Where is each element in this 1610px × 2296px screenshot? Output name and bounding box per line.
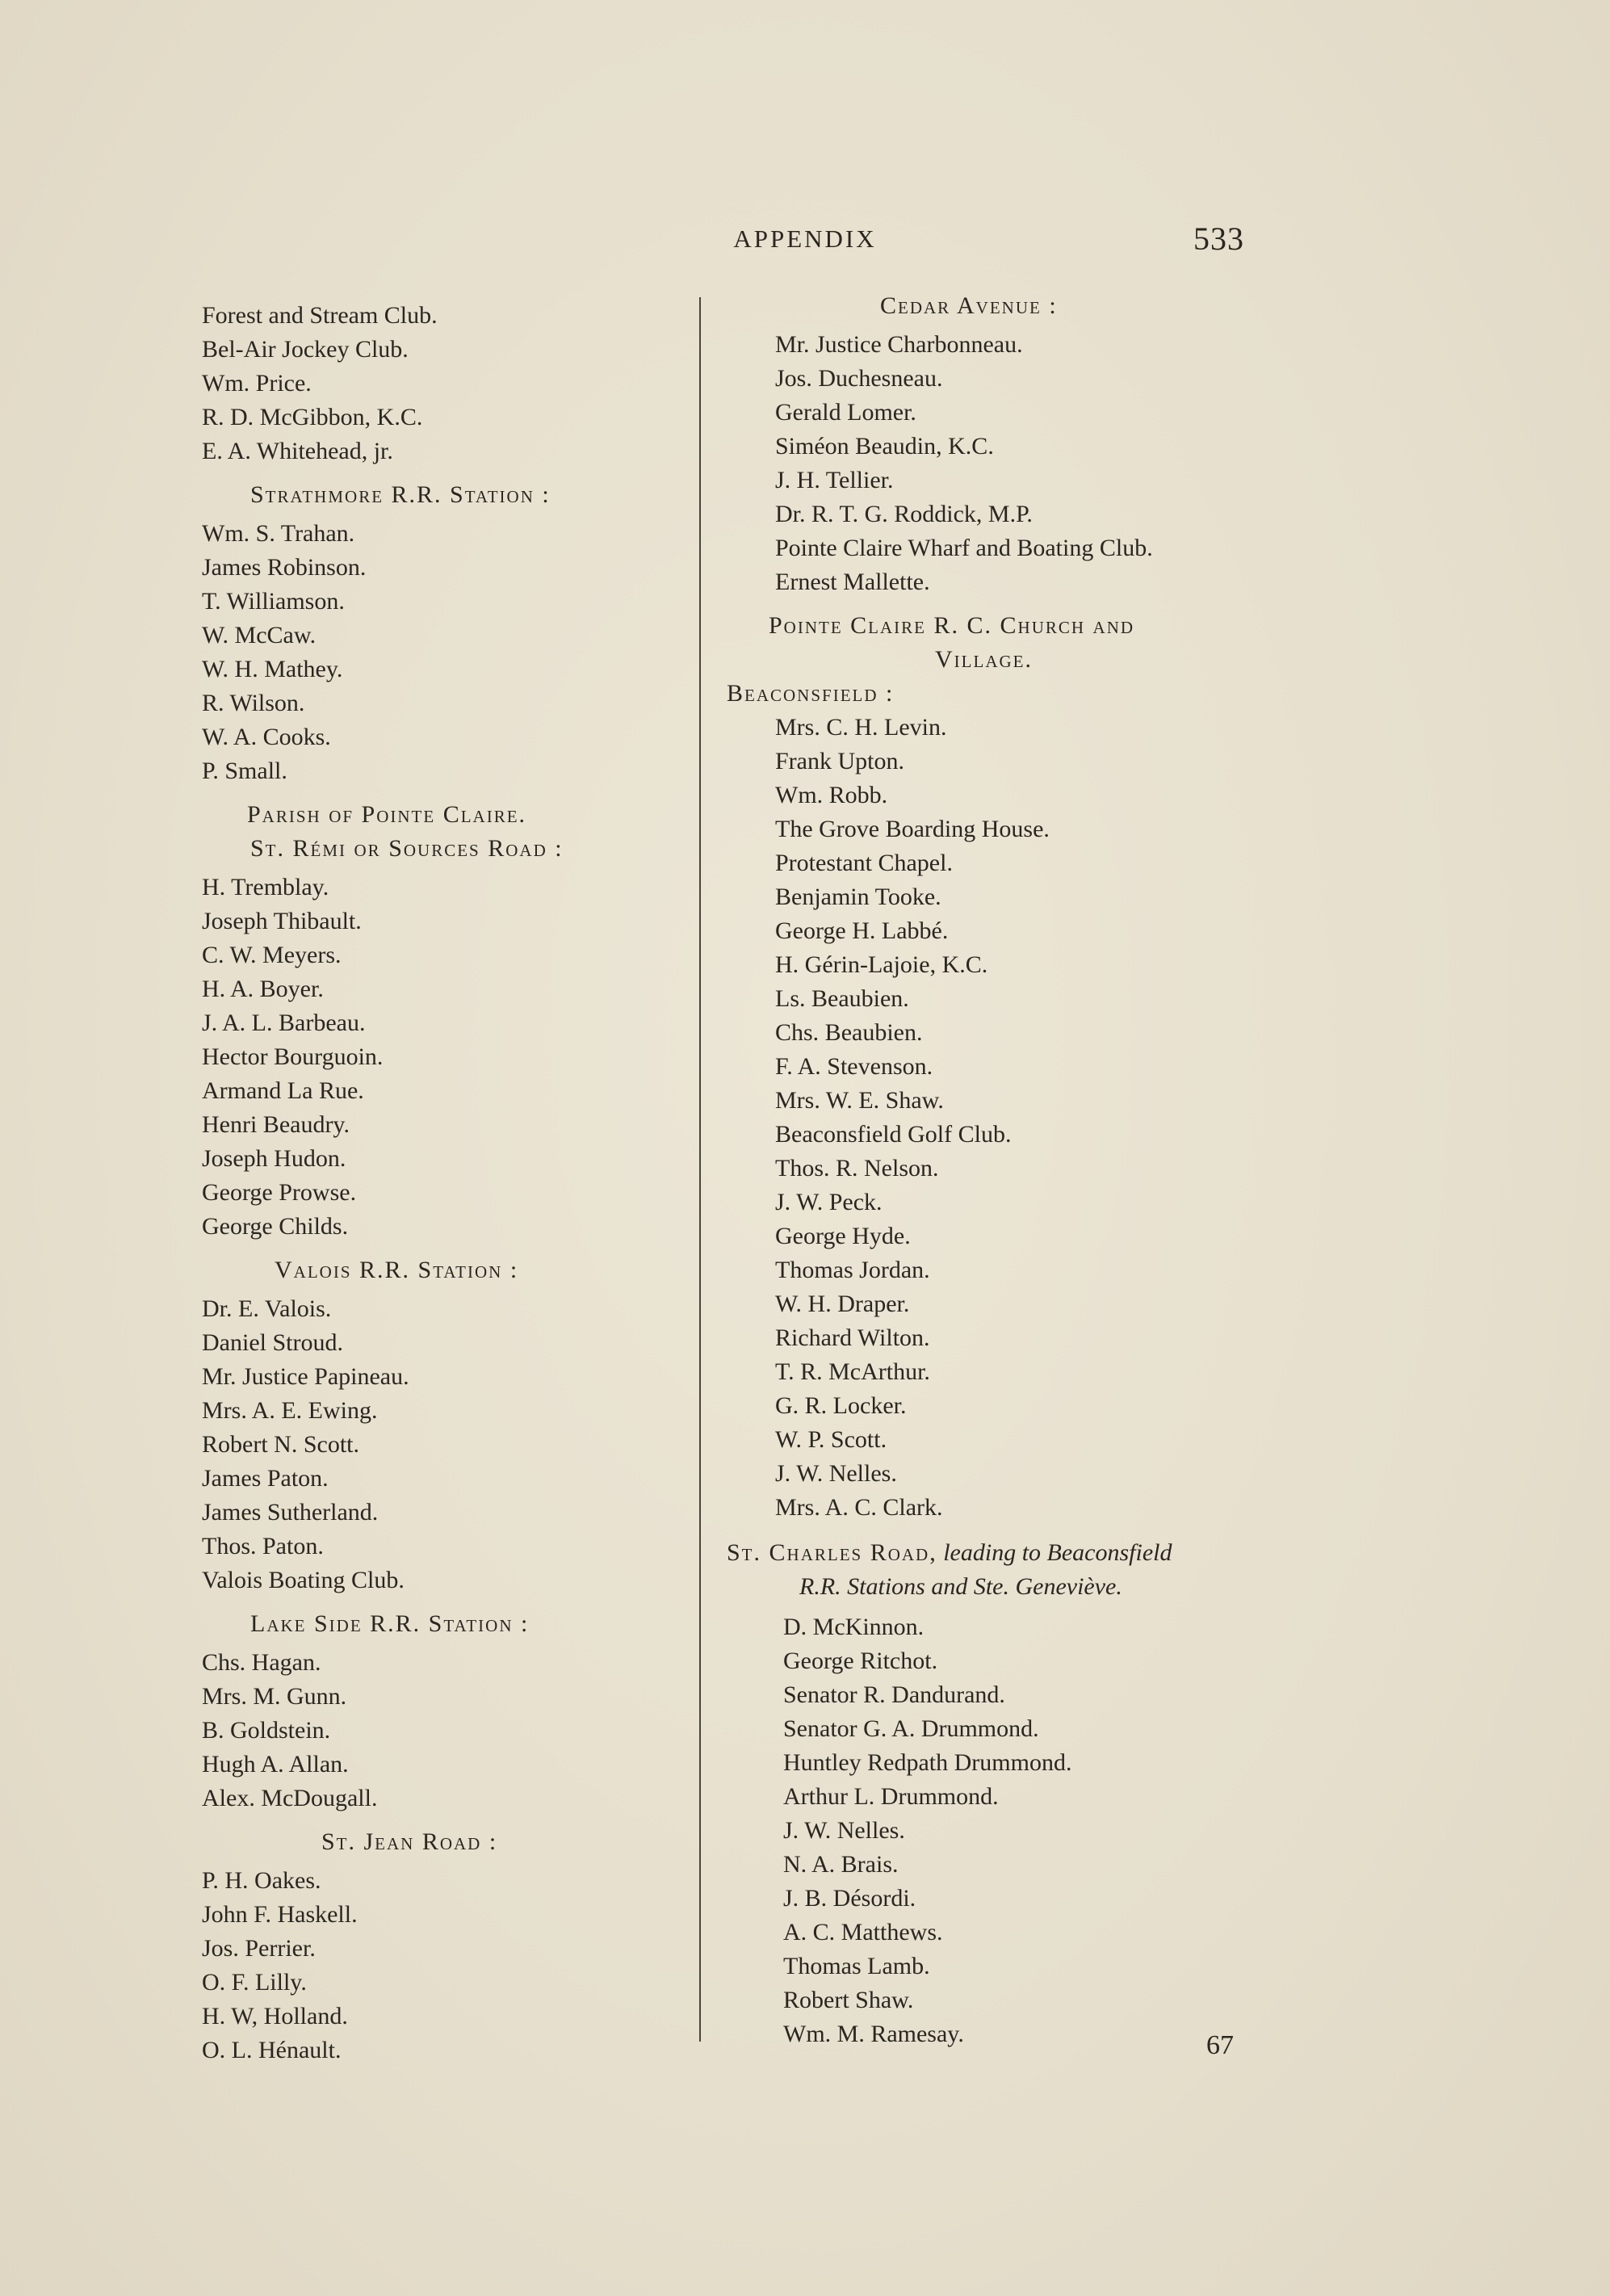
list-item: Henri Beaudry. xyxy=(202,1111,350,1138)
list-item: George Ritchot. xyxy=(783,1647,938,1674)
list-item: Thos. Paton. xyxy=(202,1533,324,1559)
right-column xyxy=(727,289,1292,2051)
list-item: James Robinson. xyxy=(202,554,367,581)
st-charles-italic-2: R.R. Stations and Ste. Geneviève. xyxy=(799,1573,1122,1600)
list-item: George Childs. xyxy=(202,1213,349,1240)
list-item: Huntley Redpath Drummond. xyxy=(783,1749,1072,1776)
section-heading-village: Village. xyxy=(935,646,1033,673)
section-heading-beaconsfield: Beaconsfield : xyxy=(727,680,895,707)
list-item: P. Small. xyxy=(202,758,287,784)
list-item: George Hyde. xyxy=(775,1223,911,1249)
list-item: T. R. McArthur. xyxy=(775,1358,930,1385)
list-item: Arthur L. Drummond. xyxy=(783,1783,999,1810)
list-item: Wm. M. Ramesay. xyxy=(783,2021,964,2047)
list-item: Protestant Chapel. xyxy=(775,850,953,876)
list-item: Mrs. A. E. Ewing. xyxy=(202,1397,378,1424)
page-number: 533 xyxy=(1193,220,1244,257)
list-item: J. H. Tellier. xyxy=(775,467,894,493)
list-item: J. W. Nelles. xyxy=(775,1460,897,1487)
section-heading-st-jean: St. Jean Road : xyxy=(321,1828,498,1855)
section-heading-strathmore: Strathmore R.R. Station : xyxy=(250,481,551,508)
list-item: John F. Haskell. xyxy=(202,1901,358,1928)
list-item: Joseph Thibault. xyxy=(202,908,362,934)
section-heading-lake-side: Lake Side R.R. Station : xyxy=(250,1610,530,1637)
list-item: Senator G. A. Drummond. xyxy=(783,1715,1039,1742)
list-item: Joseph Hudon. xyxy=(202,1145,346,1172)
list-item: T. Williamson. xyxy=(202,588,345,615)
list-item: Jos. Duchesneau. xyxy=(775,365,943,392)
list-item: Beaconsfield Golf Club. xyxy=(775,1121,1012,1148)
list-item: W. A. Cooks. xyxy=(202,724,331,750)
st-remi-list xyxy=(202,871,686,1244)
list-item: Benjamin Tooke. xyxy=(775,884,941,910)
list-item: Armand La Rue. xyxy=(202,1077,364,1104)
list-item: Mrs. W. E. Shaw. xyxy=(775,1087,944,1114)
list-item: Siméon Beaudin, K.C. xyxy=(775,433,994,460)
list-item: R. D. McGibbon, K.C. xyxy=(202,404,423,430)
list-item: Richard Wilton. xyxy=(775,1324,930,1351)
list-item: W. P. Scott. xyxy=(775,1426,887,1453)
list-item: A. C. Matthews. xyxy=(783,1919,943,1946)
list-item: N. A. Brais. xyxy=(783,1851,899,1878)
list-item: Wm. S. Trahan. xyxy=(202,520,355,547)
list-item: Thomas Lamb. xyxy=(783,1953,930,1979)
list-item: Mrs. M. Gunn. xyxy=(202,1683,347,1710)
running-head: APPENDIX xyxy=(733,225,877,253)
left-column xyxy=(202,299,686,2067)
section-heading-valois: Valois R.R. Station : xyxy=(275,1257,519,1283)
strathmore-list xyxy=(202,517,686,788)
cedar-list xyxy=(727,328,1292,599)
list-item: Dr. E. Valois. xyxy=(202,1295,332,1322)
list-item: Bel-Air Jockey Club. xyxy=(202,336,409,363)
list-item: Robert N. Scott. xyxy=(202,1431,359,1458)
beaconsfield-list xyxy=(727,711,1292,1525)
list-item: J. B. Désordi. xyxy=(783,1885,916,1912)
list-item: Robert Shaw. xyxy=(783,1987,914,2013)
list-item: J. A. L. Barbeau. xyxy=(202,1009,366,1036)
list-item: James Paton. xyxy=(202,1465,329,1492)
list-item: H. A. Boyer. xyxy=(202,976,324,1002)
list-item: George Prowse. xyxy=(202,1179,357,1206)
list-item: Chs. Beaubien. xyxy=(775,1019,923,1046)
list-item: Thomas Jordan. xyxy=(775,1257,930,1283)
list-item: James Sutherland. xyxy=(202,1499,379,1526)
lake-side-list xyxy=(202,1646,686,1815)
list-item: O. F. Lilly. xyxy=(202,1969,307,1996)
list-item: R. Wilson. xyxy=(202,690,305,716)
list-item: Mrs. A. C. Clark. xyxy=(775,1494,943,1521)
list-item: Mr. Justice Charbonneau. xyxy=(775,331,1023,358)
list-item: J. W. Nelles. xyxy=(783,1817,905,1844)
list-item: Jos. Perrier. xyxy=(202,1935,316,1962)
list-item: Ernest Mallette. xyxy=(775,569,930,595)
list-item: George H. Labbé. xyxy=(775,917,949,944)
st-charles-list xyxy=(727,1610,1292,2051)
list-item: W. McCaw. xyxy=(202,622,317,649)
list-item: Mr. Justice Papineau. xyxy=(202,1363,409,1390)
list-item: The Grove Boarding House. xyxy=(775,816,1050,842)
list-item: C. W. Meyers. xyxy=(202,942,342,968)
list-item: F. A. Stevenson. xyxy=(775,1053,933,1080)
list-item: W. H. Draper. xyxy=(775,1291,910,1317)
list-item: Pointe Claire Wharf and Boating Club. xyxy=(775,535,1153,561)
valois-list xyxy=(202,1292,686,1597)
list-item: Dr. R. T. G. Roddick, M.P. xyxy=(775,501,1033,527)
list-item: H. Tremblay. xyxy=(202,874,329,900)
section-heading-st-remi: St. Rémi or Sources Road : xyxy=(250,835,564,862)
list-item: Mrs. C. H. Levin. xyxy=(775,714,947,741)
list-item: D. McKinnon. xyxy=(783,1614,924,1640)
column-divider xyxy=(699,297,701,2042)
list-item: B. Goldstein. xyxy=(202,1717,331,1744)
section-heading-st-charles xyxy=(727,1536,1292,1604)
list-item: Ls. Beaubien. xyxy=(775,985,909,1012)
list-item: Daniel Stroud. xyxy=(202,1329,343,1356)
section-heading-cedar: Cedar Avenue : xyxy=(880,292,1058,319)
list-item: Valois Boating Club. xyxy=(202,1567,405,1593)
list-item: Hector Bourguoin. xyxy=(202,1043,384,1070)
list-item: H. Gérin-Lajoie, K.C. xyxy=(775,951,988,978)
list-item: Wm. Robb. xyxy=(775,782,888,808)
list-item: Wm. Price. xyxy=(202,370,312,397)
list-item: Thos. R. Nelson. xyxy=(775,1155,939,1182)
st-charles-prefix: St. Charles Road, xyxy=(727,1539,937,1566)
list-item: G. R. Locker. xyxy=(775,1392,907,1419)
section-heading-parish: Parish of Pointe Claire. xyxy=(247,801,527,828)
signature-number: 67 xyxy=(1206,2030,1234,2060)
list-item: Gerald Lomer. xyxy=(775,399,916,426)
list-item: E. A. Whitehead, jr. xyxy=(202,438,393,464)
intro-list xyxy=(202,299,686,468)
list-item: O. L. Hénault. xyxy=(202,2037,342,2063)
list-item: P. H. Oakes. xyxy=(202,1867,321,1894)
st-jean-list xyxy=(202,1864,686,2067)
section-heading-pointe-claire-church: Pointe Claire R. C. Church and xyxy=(769,612,1135,639)
list-item: Hugh A. Allan. xyxy=(202,1751,349,1778)
list-item: H. W, Holland. xyxy=(202,2003,348,2029)
list-item: Chs. Hagan. xyxy=(202,1649,321,1676)
list-item: Forest and Stream Club. xyxy=(202,302,438,329)
st-charles-italic-1: leading to Beaconsfield xyxy=(943,1539,1172,1566)
list-item: W. H. Mathey. xyxy=(202,656,343,682)
list-item: Alex. McDougall. xyxy=(202,1785,378,1811)
list-item: Senator R. Dandurand. xyxy=(783,1681,1005,1708)
list-item: Frank Upton. xyxy=(775,748,904,774)
list-item: J. W. Peck. xyxy=(775,1189,883,1215)
